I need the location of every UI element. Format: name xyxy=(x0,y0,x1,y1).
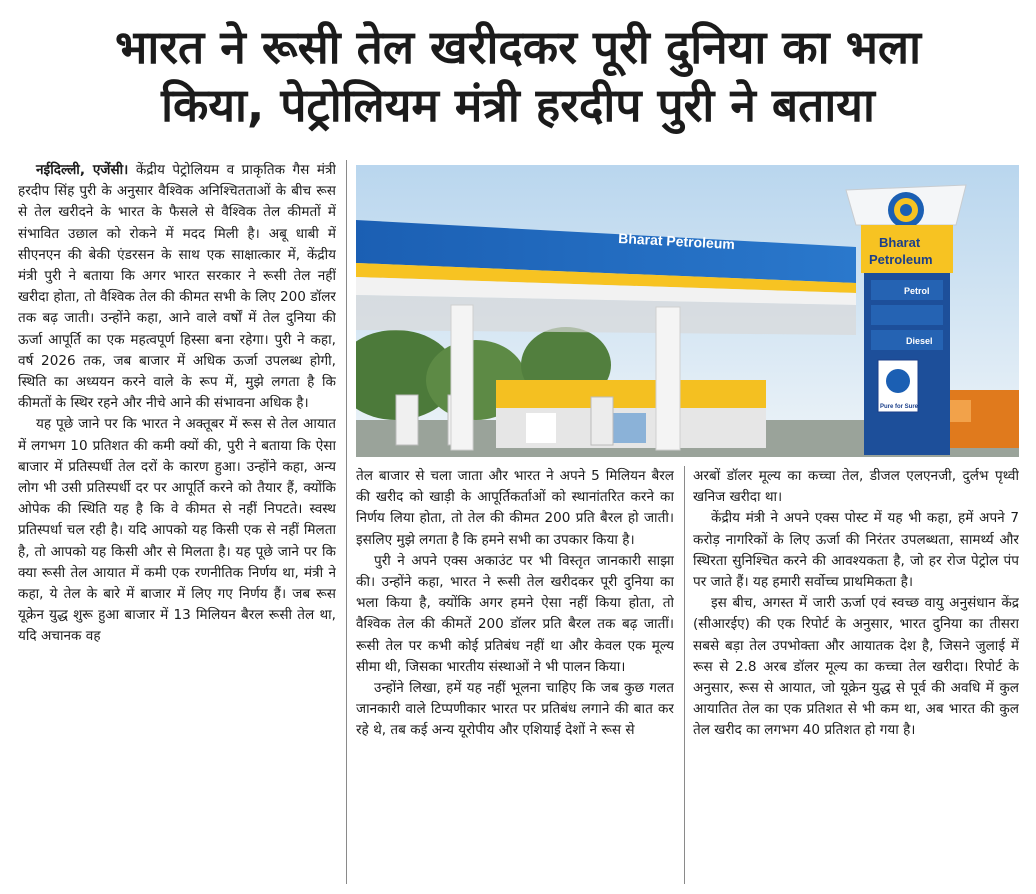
article-paragraph xyxy=(18,160,336,414)
article-column-3 xyxy=(693,466,1019,884)
pylon-brand-line-2: Petroleum xyxy=(869,252,933,267)
photo-illustration xyxy=(356,165,1019,457)
article-paragraph: पुरी ने अपने एक्स अकाउंट पर भी विस्तृत जानकारी साझा की। उन्होंने कहा, भारत ने रूसी तेल खरीदकर पूरी दुनिया का भला किया है, क्योंकि अगर हमने ऐसा नहीं किया होता, तो वैश्विक तेल की कीमतें 200 डॉलर प्रति बैरल तक बढ़ जातीं। रूसी तेल पर कभी कोई प्रतिबंध नहीं था और केवल एक मूल्य सीमा थी, जिसका भारतीय संस्थाओं ने भी पालन किया। xyxy=(356,552,674,675)
pylon-item-petrol: Petrol xyxy=(904,286,930,296)
article-paragraph: इस बीच, अगस्त में जारी ऊर्जा एवं स्वच्छ वायु अनुसंधान केंद्र (सीआरईए) की एक रिपोर्ट के अनुसार, भारत दुनिया का तीसरा सबसे बड़ा तेल उपभोक्ता और आयातक देश है, जिसने जुलाई में रूस से 2.8 अरब डॉलर मूल्य का कच्चा तेल खरीदा। रिपोर्ट के अनुसार, रूस से आयात, जो यूक्रेन युद्ध से पूर्व की अवधि में कुल आयातित तेल का एक प्रतिशत से भी कम था, अब भारत की कुल तेल खरीद का लगभग 40 प्रतिशत हो गया है। xyxy=(693,595,1019,739)
article-column-2 xyxy=(356,466,674,884)
headline xyxy=(0,0,1036,158)
pylon-brand-line-1: Bharat xyxy=(879,235,921,250)
headline-line-1: भारत ने रूसी तेल खरीदकर पूरी दुनिया का भला xyxy=(114,20,922,74)
paragraph-text: केंद्रीय पेट्रोलियम व प्राकृतिक गैस मंत्री हरदीप सिंह पुरी के अनुसार वैश्विक अनिश्चितताओं के बीच रूस से तेल खरीदने के भारत के फैसले से वैश्विक तेल कीमतों में संभावित उछाल को रोकने में मदद मिली है। अबू धाबी में सीएनएन की बेकी एंडरसन के साथ एक साक्षात्कार में, केंद्रीय मंत्री पुरी ने बताया कि अगर भारत सरकार ने रूसी तेल नहीं खरीदा होता, तो वैश्विक तेल की कीमत सभी के लिए 200 डॉलर तक बढ़ जाती। उन्होंने कहा, आने वाले वर्षों में तेल दुनिया की ऊर्जा आपूर्ति का एक महत्वपूर्ण हिस्सा बना रहेगा। पुरी ने कहा, वर्ष 2026 तक, जब बाजार में अधिक ऊर्जा उपलब्ध होगी, स्थिति का अध्ययन करने वाले के रूप में, मुझे लगता है कि कीमतों के स्थिर रहने और नीचे आने की संभावना अधिक है। xyxy=(18,162,336,412)
petrol-station-photo xyxy=(356,165,1019,457)
article-paragraph: अरबों डॉलर मूल्य का कच्चा तेल, डीजल एलएनजी, दुर्लभ पृथ्वी खनिज खरीदा था। xyxy=(693,468,1019,506)
column-divider xyxy=(684,466,685,884)
article-paragraph: तेल बाजार से चला जाता और भारत ने अपने 5 मिलियन बैरल की खरीद को खाड़ी के आपूर्तिकर्ताओं को स्थानांतरित करने का निर्णय लिया होता, तो तेल की कीमत 200 प्रति बैरल हो जाती। इसलिए मुझे लगता है कि हमने सभी का उपकार किया है। xyxy=(356,468,674,548)
article-paragraph: यह पूछे जाने पर कि भारत ने अक्तूबर में रूस से तेल आयात में लगभग 10 प्रतिशत की कमी क्यों की, पुरी ने बताया कि ऐसा बाजार में प्रतिस्पर्धी तेल दरों के कारण हुआ। उन्होंने कहा, अन्य लोग भी उसी प्रतिस्पर्धी दर पर आपूर्ति करने को तैयार हैं, क्योंकि ओपेक की स्थिति यह है कि वे कीमत से नहीं निपटते। स्वस्थ प्रतिस्पर्धा चल रही है। यदि आपको यह किसी एक से नहीं मिलता है, तो आपको यह किसी और से मिलता है। यह पूछे जाने पर कि क्या रूसी तेल आयात में कमी एक रणनीतिक निर्णय था, मंत्री ने कहा, ये तेल के बारे में बाजार में लिए गए निर्णय हैं। जब रूस यूक्रेन युद्ध शुरू हुआ बाजार में 13 मिलियन बैरल रूसी तेल था, यदि अचानक वह xyxy=(18,416,336,645)
pylon-tagline: Pure for Sure xyxy=(880,404,919,410)
column-divider xyxy=(346,160,347,884)
dateline: नईदिल्ली, एजेंसी। xyxy=(36,162,129,178)
article-column-1 xyxy=(18,160,336,884)
canopy-brand-text: Bharat Petroleum xyxy=(617,230,736,253)
article-paragraph: केंद्रीय मंत्री ने अपने एक्स पोस्ट में यह भी कहा, हमें अपने 7 करोड़ नागरिकों के लिए ऊर्जा की निरंतर उपलब्धता, सामर्थ्य और स्थिरता सुनिश्चित करने की आवश्यकता है, जो हर रोज पेट्रोल पंप पर जाते हैं। यह हमारी सर्वोच्च प्राथमिकता है। xyxy=(693,510,1019,591)
article-paragraph: उन्होंने लिखा, हमें यह नहीं भूलना चाहिए कि जब कुछ गलत जानकारी वाले टिप्पणीकार भारत पर प्रतिबंध लगाने की बात कर रहे थे, तब कई अन्य यूरोपीय और एशियाई देशों ने रूस से xyxy=(356,680,674,739)
headline-line-2: किया, पेट्रोलियम मंत्री हरदीप पुरी ने बताया xyxy=(161,78,875,132)
pylon-item-diesel: Diesel xyxy=(906,336,933,346)
